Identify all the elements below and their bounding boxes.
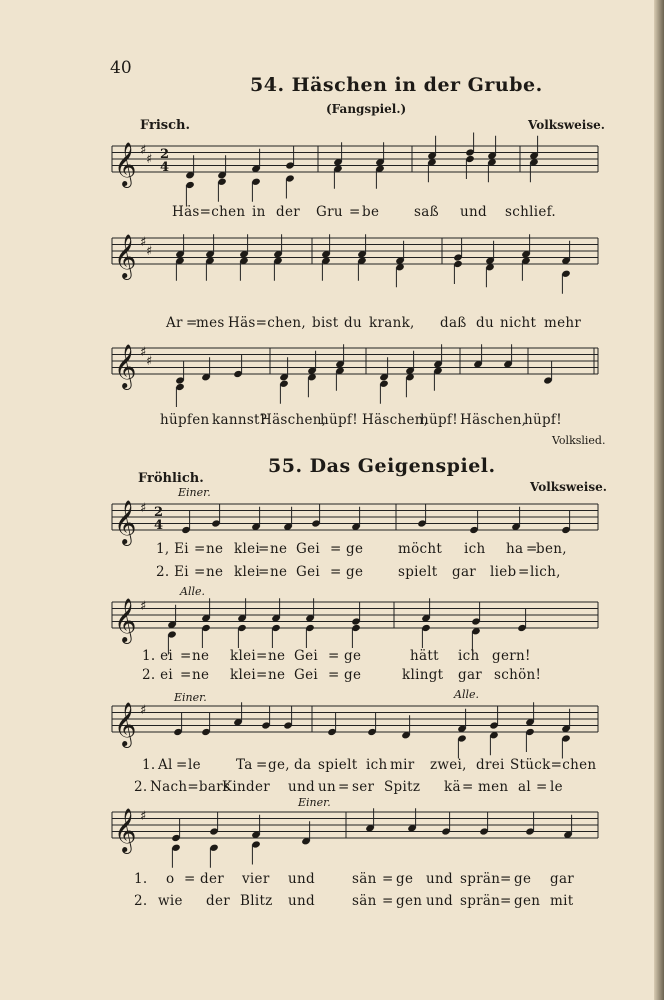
song-54-staff-3 [0,342,664,402]
lyric: gen [396,893,423,909]
lyric: = [256,667,268,683]
lyric: klei [230,667,257,683]
song-55-staff-1 [0,498,664,546]
lyric: Gru [316,204,343,220]
lyric: = [258,564,270,580]
lyric: Ta [236,757,253,773]
lyric: gen [514,893,541,909]
cue-alle: Alle. [180,585,205,598]
lyric: = [328,648,340,664]
lyric: klei [230,648,257,664]
lyric: Gei [294,648,318,664]
lyric: klingt [402,667,444,683]
lyric: 1. ei [142,648,173,664]
lyric: 2. Ei [156,564,189,580]
lyric: ge [344,667,362,683]
lyric: Blitz [240,893,273,909]
lyric: = [338,779,350,795]
lyric: Spitz [384,779,421,795]
lyric: al [518,779,531,795]
lyric: Al [158,757,173,773]
cue-einer: Einer. [174,691,207,704]
lyric: = [500,871,512,887]
lyric: mit [550,893,574,909]
lyric: lieb [490,564,517,580]
lyric: = [330,541,342,557]
treble-clef-icon: 𝄞 [114,234,137,278]
lyric: spielt [398,564,438,580]
song-55-staff-4 [0,806,664,866]
lyric: du [344,315,362,331]
lyric: = [518,564,530,580]
lyric: Nach=bars [150,779,231,795]
song-55-title: 55. Das Geigenspiel. [268,455,496,477]
key-signature-sharp: ♯ [140,703,147,718]
lyric: ge [344,648,362,664]
time-signature-bottom: 4 [154,518,164,533]
lyric: klei [234,564,261,580]
lyric: = [256,648,268,664]
lyric: hätt [410,648,439,664]
lyric: der [200,871,224,887]
lyric: 1, Ei [156,541,189,557]
lyric: gar [452,564,477,580]
lyric: gar [550,871,575,887]
lyric: ne [206,564,224,580]
treble-clef-icon: 𝄞 [114,808,137,852]
lyric: = [382,871,394,887]
lyric: lich, [530,564,561,580]
key-signature-sharp: ♯ [140,235,147,250]
cue-einer: Einer. [298,796,331,809]
key-signature-sharp: ♯ [146,244,153,259]
lyric: = [526,541,538,557]
lyric: ge [514,871,532,887]
lyric: und [288,893,315,909]
lyric: schön! [494,667,542,683]
key-signature-sharp: ♯ [140,143,147,158]
song-55-staff-3 [0,700,664,756]
lyric: ge [396,871,414,887]
lyric: = [256,757,268,773]
lyric: 2. ei [142,667,173,683]
song-55-source: Volksweise. [530,480,607,494]
lyric: krank, [369,315,415,331]
lyric: ich [366,757,388,773]
lyric: mes [196,315,225,331]
song-54-source: Volksweise. [528,118,605,132]
lyric: ge [346,564,364,580]
lyric: ne [268,648,286,664]
lyric: = [349,204,361,220]
key-signature-sharp: ♯ [140,345,147,360]
lyric: 2. [134,893,148,909]
lyric: ich [458,648,480,664]
page-number: 40 [110,58,132,78]
lyric: = [328,667,340,683]
key-signature-sharp: ♯ [146,354,153,369]
treble-clef-icon: 𝄞 [114,598,137,642]
lyric: Gei [296,564,320,580]
lyric: = [500,893,512,909]
lyric: saß [414,204,439,220]
lyric: ich [464,541,486,557]
lyric: ne [270,541,288,557]
key-signature-sharp: ♯ [140,599,147,614]
lyric: hüpfen [160,412,210,428]
song-54-tempo: Frisch. [140,118,191,133]
song-54-staff-1 [0,140,664,200]
lyric: daß [440,315,467,331]
lyric: Häs=chen [172,204,246,220]
key-signature-sharp: ♯ [140,501,147,516]
lyric: be [362,204,380,220]
lyric: ne [192,667,210,683]
lyric: Stück=chen [510,757,597,773]
time-signature-bottom: 4 [160,160,170,175]
lyric: da [294,757,312,773]
lyric: = [186,315,198,331]
treble-clef-icon: 𝄞 [114,500,137,544]
lyric: und [426,893,453,909]
lyric: = [536,779,548,795]
lyric: = [176,757,188,773]
lyric: hüpf! [320,412,358,428]
lyric: ne [270,564,288,580]
lyric: kannst? [212,412,268,428]
time-signature-top: 2 [154,505,164,520]
lyric: ge [346,541,364,557]
lyric: Gei [294,667,318,683]
lyric: le [550,779,563,795]
lyric: kä [444,779,461,795]
lyric: = [258,541,270,557]
lyric: vier [242,871,270,887]
lyric: mehr [544,315,582,331]
song-54-footer-source: Volkslied. [552,434,606,447]
lyric: le [188,757,201,773]
lyric: schlief. [505,204,557,220]
lyric: gar [458,667,483,683]
lyric: und [288,871,315,887]
lyric: ge, [268,757,290,773]
treble-clef-icon: 𝄞 [114,344,137,388]
lyric: = [180,667,192,683]
lyric: der [276,204,300,220]
lyric: = [382,893,394,909]
lyric: spielt [318,757,358,773]
lyric: ser [352,779,375,795]
lyric: sprän [460,893,501,909]
lyric: = [194,541,206,557]
lyric: Häschen, [260,412,327,428]
lyric: nicht [500,315,537,331]
lyric: ne [268,667,286,683]
key-signature-sharp: ♯ [140,809,147,824]
lyric: in [252,204,266,220]
lyric: bist [312,315,339,331]
song-54-title: 54. Häschen in der Grube. [250,74,543,96]
lyric: wie [158,893,183,909]
lyric: zwei, [430,757,467,773]
lyric: = [330,564,342,580]
lyric: ne [192,648,210,664]
lyric: Häschen, [362,412,429,428]
lyric: un [318,779,336,795]
song-54-staff-2 [0,232,664,302]
song-54-subtitle: (Fangspiel.) [326,102,407,116]
lyric: ne [206,541,224,557]
lyric: gern! [492,648,531,664]
lyric: hüpf! [524,412,562,428]
song-55-tempo: Fröhlich. [138,471,204,486]
treble-clef-icon: 𝄞 [114,142,137,186]
lyric: 1. [134,871,148,887]
lyric: möcht [398,541,443,557]
lyric: Gei [296,541,320,557]
time-signature-top: 2 [160,147,170,162]
lyric: o [166,871,175,887]
lyric: sprän [460,871,501,887]
lyric: hüpf! [420,412,458,428]
lyric: sän [352,871,377,887]
lyric: sän [352,893,377,909]
lyric: und [288,779,315,795]
lyric: mir [390,757,415,773]
lyric: Kinder [222,779,270,795]
lyric: ha [506,541,524,557]
key-signature-sharp: ♯ [146,152,153,167]
lyric: klei [234,541,261,557]
lyric: 1. [142,757,156,773]
lyric: Ar [166,315,183,331]
lyric: und [460,204,487,220]
lyric: ben, [536,541,567,557]
lyric: und [426,871,453,887]
lyric: Häs=chen, [228,315,306,331]
lyric: men [478,779,509,795]
lyric: = [184,871,196,887]
lyric: 2. [134,779,148,795]
lyric: = [180,648,192,664]
lyric: der [206,893,230,909]
cue-alle: Alle. [454,688,479,701]
lyric: drei [476,757,505,773]
song-55-staff-2 [0,596,664,644]
lyric: = [194,564,206,580]
treble-clef-icon: 𝄞 [114,702,137,746]
lyric: du [476,315,494,331]
lyric: Häschen, [460,412,527,428]
cue-einer: Einer. [178,486,211,499]
lyric: = [462,779,474,795]
